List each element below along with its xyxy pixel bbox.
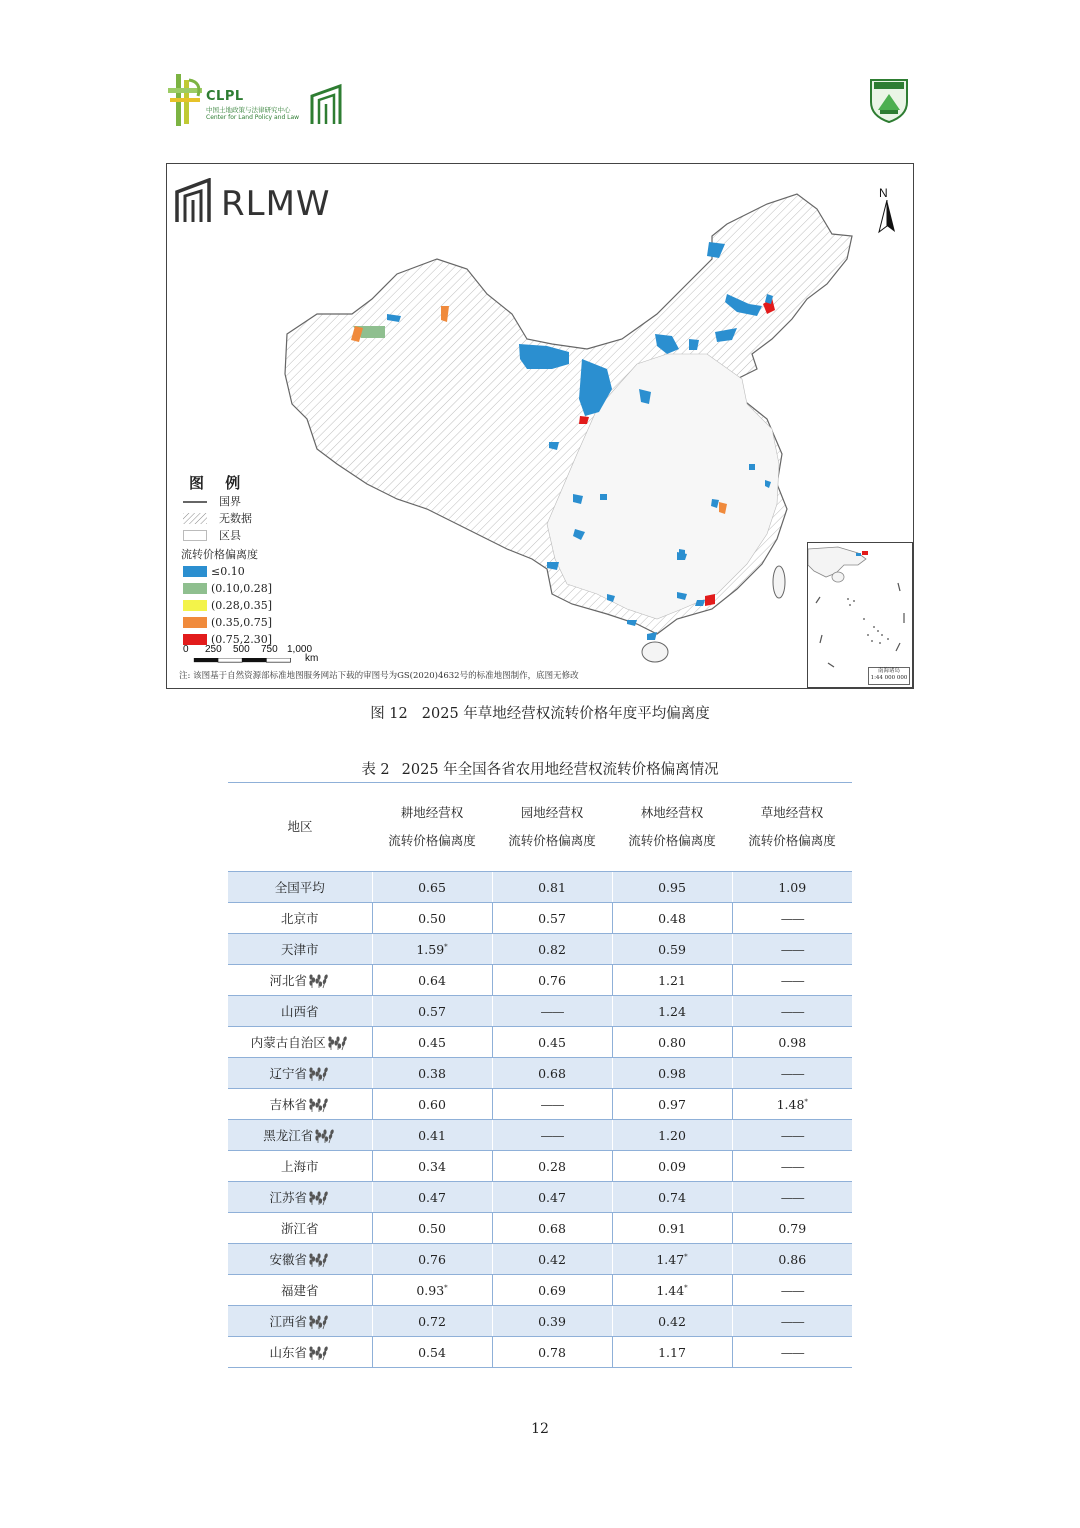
cropland-cell [372,1337,492,1368]
forest-cell [612,1306,732,1337]
grassland-cell [732,903,852,934]
wheat-icon [308,1252,330,1268]
legend-class-label: (0.75,2.30] [211,633,273,646]
cropland-cell [372,1306,492,1337]
forest-cell-text: 0.09 [658,1158,686,1174]
table-row [228,872,852,903]
header-forest: 林地经营权 流转价格偏离度 [612,783,732,872]
cropland-cell-text: 0.34 [418,1158,446,1174]
grassland-cell-text: 0.86 [778,1251,807,1267]
wheat-icon [308,973,330,989]
cropland-cell-text: 0.54 [418,1344,446,1360]
region-cell [228,1089,372,1120]
forest-cell-text: 0.42 [658,1313,686,1329]
rlmw-brand-text: RLMW [221,184,331,224]
figure-caption-number: 图 12 [370,706,408,722]
forest-cell-text: 0.91 [658,1220,686,1236]
region-cell [228,903,372,934]
cropland-cell-text: 1.59* [416,941,448,957]
table-row [228,1182,852,1213]
table-row [228,1275,852,1306]
grassland-cell [732,1213,852,1244]
significance-mark: * [804,1097,808,1106]
forest-cell [612,1027,732,1058]
legend-item-no-data [181,510,411,527]
grassland-cell [732,1058,852,1089]
figure-caption-text: 2025 年草地经营权流转价格年度平均偏离度 [421,706,710,722]
table-row [228,1244,852,1275]
hainan-island [642,642,668,662]
clpl-mark-icon [168,72,204,128]
cropland-cell-text: 0.45 [418,1034,446,1050]
region-cell-text: 山西省 [280,1004,319,1019]
table-row [228,1089,852,1120]
header-orchard: 园地经营权 流转价格偏离度 [492,783,612,872]
region-cell [228,1058,372,1089]
forest-cell-text: 1.44* [656,1282,688,1298]
grassland-cell-text: —— [780,910,804,926]
wheat-icon [327,1035,349,1051]
cropland-cell-text: 0.60 [418,1096,446,1112]
orchard-cell-text: —— [540,1003,564,1019]
region-cell-text: 黑龙江省 [263,1127,314,1143]
table-caption [0,758,1080,779]
scale-tick: 500 [233,644,250,655]
inset-label-line: 南海诸岛 [877,668,900,674]
table-row [228,1027,852,1058]
legend-subtitle: 流转价格偏离度 [181,548,258,561]
cropland-cell [372,1058,492,1089]
region-cell-text: 江西省 [269,1313,307,1329]
cropland-cell [372,872,492,903]
region-cell [228,1275,372,1306]
orchard-cell [492,872,612,903]
wheat-icon [314,1128,336,1144]
legend-item-county [181,527,411,544]
region-cell-text: 浙江省 [280,1221,319,1236]
legend-class-4 [181,614,411,631]
grassland-cell-text: 0.79 [778,1220,807,1236]
cropland-cell [372,1027,492,1058]
grassland-cell-text: —— [780,1189,804,1205]
map-legend [181,472,411,648]
table-row [228,934,852,965]
grassland-cell [732,934,852,965]
region-cell [228,872,372,903]
significance-mark: * [444,1283,448,1292]
orchard-cell [492,1337,612,1368]
scale-tick: 1,000 [287,644,313,655]
grassland-cell [732,1182,852,1213]
legend-class-2 [181,580,411,597]
wheat-icon [308,1345,330,1361]
region-cell-text: 辽宁省 [269,1065,307,1081]
forest-cell [612,1089,732,1120]
grassland-cell [732,1089,852,1120]
legend-label: 国界 [219,495,241,508]
rlmw-logo-icon [175,178,215,224]
region-cell [228,1306,372,1337]
scale-bar-icon [185,658,301,663]
region-cell [228,1120,372,1151]
north-label: N [879,186,888,200]
cropland-cell-text: 0.64 [418,972,446,988]
grassland-cell [732,1120,852,1151]
forest-cell-text: 1.24 [658,1003,686,1019]
grassland-cell-text: —— [780,1282,804,1298]
grassland-cell [732,965,852,996]
forest-cell [612,1182,732,1213]
cropland-cell-text: 0.47 [418,1189,446,1205]
wheat-icon [308,1066,330,1082]
clpl-name-cn: 中国土地政策与法律研究中心 [206,106,291,114]
grassland-cell [732,1337,852,1368]
grassland-cell-text: —— [780,1313,804,1329]
legend-swatch [183,566,207,577]
region-cell [228,1182,372,1213]
wheat-icon [308,1314,330,1330]
table-row [228,1151,852,1182]
orchard-cell-text: 0.57 [538,910,566,926]
region-cell-text: 江苏省 [269,1189,307,1205]
orchard-cell [492,1027,612,1058]
clpl-name-en: Center for Land Policy and Law [206,114,300,121]
table-row [228,965,852,996]
rlmw-brand [175,176,335,226]
orchard-cell [492,1089,612,1120]
legend-class-1 [181,563,411,580]
cropland-cell-text: 0.93* [416,1282,448,1298]
grassland-cell-text: —— [780,1003,804,1019]
region-cell [228,1151,372,1182]
table-row [228,1120,852,1151]
deviation-table-grid [228,782,852,1368]
forest-cell-text: 1.20 [658,1127,686,1143]
region-cell [228,1213,372,1244]
forest-cell [612,1058,732,1089]
cropland-cell [372,1151,492,1182]
region-cell-text: 吉林省 [269,1096,307,1112]
county-box-icon [183,530,207,541]
forest-cell [612,996,732,1027]
header-cropland: 耕地经营权 流转价格偏离度 [372,783,492,872]
legend-swatch [183,583,207,594]
north-arrow [875,186,899,234]
forest-cell [612,1244,732,1275]
legend-label: 区县 [219,529,241,542]
grassland-cell [732,1151,852,1182]
forest-cell [612,903,732,934]
university-emblem [868,76,910,124]
orchard-cell [492,1182,612,1213]
cropland-cell [372,903,492,934]
inset-map-svg [808,543,912,687]
forest-cell-text: 0.59 [658,941,686,957]
orchard-cell-text: 0.69 [538,1282,566,1298]
south-china-sea-inset [807,542,913,688]
cropland-cell [372,1182,492,1213]
cropland-cell [372,934,492,965]
cropland-cell-text: 0.38 [418,1065,446,1081]
wheat-icon [308,1190,330,1206]
orchard-cell-text: 0.47 [538,1189,566,1205]
orchard-cell-text: —— [540,1096,564,1112]
region-cell-text: 山东省 [269,1344,307,1360]
grassland-cell-text: —— [780,1127,804,1143]
table-row [228,1058,852,1089]
region-cell-text: 安徽省 [269,1251,307,1267]
border-line-icon [183,496,207,507]
grassland-cell [732,872,852,903]
forest-cell-text: 0.98 [658,1065,686,1081]
deviation-table [228,782,852,1368]
wheat-icon [308,1097,330,1113]
grassland-cell-text: —— [780,972,804,988]
orchard-cell [492,1058,612,1089]
table-caption-text: 2025 年全国各省农用地经营权流转价格偏离情况 [401,762,719,778]
orchard-cell [492,1213,612,1244]
rlmw-small-mark-icon [310,82,344,126]
region-cell-text: 河北省 [269,972,307,988]
region-cell [228,1027,372,1058]
orchard-cell-text: 0.45 [538,1034,566,1050]
cropland-cell [372,965,492,996]
legend-class-label: ≤0.10 [211,565,245,578]
page-header [0,0,1080,150]
cropland-cell-text: 0.57 [418,1003,446,1019]
page-number: 12 [531,1421,549,1437]
region-cell-text: 上海市 [280,1159,319,1174]
orchard-cell [492,1275,612,1306]
region-cell-text: 北京市 [280,911,319,926]
significance-mark: * [684,1252,688,1261]
table-row [228,996,852,1027]
orchard-cell [492,1244,612,1275]
grassland-cell [732,1244,852,1275]
grassland-cell-text: 0.98 [778,1034,807,1050]
forest-cell-text: 1.17 [658,1344,686,1360]
scale-tick: 750 [261,644,278,655]
orchard-cell-text: 0.78 [538,1344,566,1360]
orchard-cell [492,1306,612,1337]
orchard-cell [492,1120,612,1151]
grassland-cell-text: —— [780,941,804,957]
grassland-cell-text: —— [780,1344,804,1360]
inset-label-line: 1:44 000 000 [870,675,908,681]
cropland-cell [372,996,492,1027]
table-row [228,903,852,934]
orchard-cell-text: 0.39 [538,1313,566,1329]
significance-mark: * [444,942,448,951]
orchard-cell [492,965,612,996]
grassland-cell-text: 1.48* [776,1096,808,1112]
region-cell-text: 全国平均 [274,880,325,895]
orchard-cell [492,934,612,965]
orchard-cell [492,1151,612,1182]
significance-mark: * [684,1283,688,1292]
orchard-cell-text: 0.42 [538,1251,566,1267]
region-cell [228,1244,372,1275]
orchard-cell-text: 0.81 [538,879,566,895]
legend-title: 图 例 [189,474,249,492]
forest-cell [612,1337,732,1368]
header-region: 地区 [228,783,372,872]
region-cell [228,1337,372,1368]
grassland-cell-text: —— [780,1065,804,1081]
grassland-cell [732,1275,852,1306]
legend-swatch [183,617,207,628]
grassland-cell [732,996,852,1027]
inset-label [868,667,910,685]
cropland-cell-text: 0.50 [418,1220,446,1236]
cropland-cell-text: 0.65 [418,879,446,895]
hatch-icon [183,513,207,524]
forest-cell-text: 0.74 [658,1189,686,1205]
legend-item-border [181,493,411,510]
region-cell [228,996,372,1027]
orchard-cell-text: 0.68 [538,1065,566,1081]
cropland-cell-text: 0.72 [418,1313,446,1329]
forest-cell [612,965,732,996]
cropland-cell [372,1244,492,1275]
forest-cell-text: 1.47* [656,1251,688,1267]
forest-cell-text: 0.80 [658,1034,686,1050]
scale-tick: 250 [205,644,222,655]
table-body [228,872,852,1368]
table-row [228,1337,852,1368]
table-caption-number: 表 2 [361,762,390,778]
grassland-cell [732,1027,852,1058]
legend-class-label: (0.28,0.35] [211,599,273,612]
scale-unit: km [305,653,319,664]
forest-cell-text: 0.48 [658,910,686,926]
grassland-cell-text: —— [780,1158,804,1174]
legend-label: 无数据 [219,512,252,525]
region-cell-text: 天津市 [280,942,319,957]
cropland-cell-text: 0.76 [418,1251,446,1267]
forest-cell [612,1213,732,1244]
university-emblem-icon [868,76,910,124]
choropleth-map [166,163,914,689]
region-cell-text: 内蒙古自治区 [250,1034,326,1050]
orchard-cell-text: 0.68 [538,1220,566,1236]
forest-cell [612,1151,732,1182]
legend-swatch [183,600,207,611]
orchard-cell-text: 0.28 [538,1158,566,1174]
region-cell [228,965,372,996]
scale-tick: 0 [183,644,189,655]
clpl-abbr: CLPL [206,89,244,104]
cropland-cell-text: 0.50 [418,910,446,926]
figure-caption [0,702,1080,723]
forest-cell [612,872,732,903]
forest-cell-text: 0.97 [658,1096,686,1112]
cropland-cell-text: 0.41 [418,1127,446,1143]
forest-cell [612,1120,732,1151]
orchard-cell [492,903,612,934]
orchard-cell [492,996,612,1027]
grassland-cell-text: 1.09 [778,879,807,895]
legend-class-3 [181,597,411,614]
taiwan-island [773,566,785,598]
map-note: 注: 该图基于自然资源部标准地图服务网站下载的审图号为GS(2020)4632号的标准地图制作，底图无修改 [179,671,579,681]
legend-class-label: (0.35,0.75] [211,616,273,629]
cropland-cell [372,1213,492,1244]
forest-cell [612,1275,732,1306]
header-grassland: 草地经营权 流转价格偏离度 [732,783,852,872]
legend-class-label: (0.10,0.28] [211,582,273,595]
region-cell-text: 福建省 [280,1283,319,1298]
region-cell [228,934,372,965]
cropland-cell [372,1120,492,1151]
cropland-cell [372,1089,492,1120]
table-row [228,1306,852,1337]
clpl-logo [168,72,348,132]
north-arrow-icon [875,200,899,234]
orchard-cell-text: —— [540,1127,564,1143]
cropland-cell [372,1275,492,1306]
forest-cell [612,934,732,965]
orchard-cell-text: 0.76 [538,972,566,988]
table-row [228,1213,852,1244]
forest-cell-text: 1.21 [658,972,686,988]
grassland-cell [732,1306,852,1337]
forest-cell-text: 0.95 [658,879,686,895]
orchard-cell-text: 0.82 [538,941,566,957]
